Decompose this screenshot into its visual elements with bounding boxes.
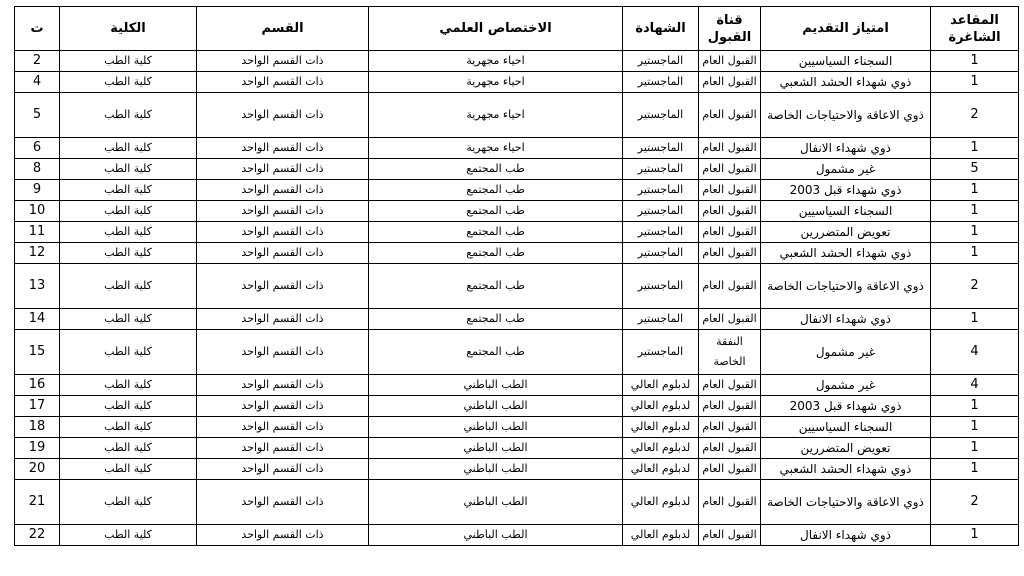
- cell-preference: ذوي شهداء الحشد الشعبي: [761, 459, 931, 480]
- table-row: [15, 93, 1019, 138]
- cell-preference: ذوي الاعاقة والاحتياجات الخاصة: [761, 264, 931, 309]
- cell-specialty: احياء مجهرية: [369, 72, 623, 93]
- cell-specialty: الطب الباطني: [369, 525, 623, 546]
- cell-department: ذات القسم الواحد: [197, 243, 369, 264]
- cell-number: 13: [15, 264, 60, 309]
- cell-degree: الماجستير: [623, 309, 699, 330]
- cell-number: 16: [15, 375, 60, 396]
- cell-number: 19: [15, 438, 60, 459]
- cell-preference: السجناء السياسيين: [761, 417, 931, 438]
- cell-specialty: طب المجتمع: [369, 264, 623, 309]
- cell-college: كلية الطب: [60, 480, 197, 525]
- cell-number: 2: [15, 51, 60, 72]
- cell-college: كلية الطب: [60, 243, 197, 264]
- cell-number: 6: [15, 138, 60, 159]
- cell-seats: 4: [931, 375, 1019, 396]
- table-row: [15, 525, 1019, 546]
- table-row: [15, 480, 1019, 525]
- cell-preference: ذوي شهداء الحشد الشعبي: [761, 243, 931, 264]
- cell-degree: الماجستير: [623, 72, 699, 93]
- cell-specialty: طب المجتمع: [369, 180, 623, 201]
- cell-specialty: طب المجتمع: [369, 159, 623, 180]
- cell-seats: 1: [931, 525, 1019, 546]
- header-channel: قناة القبول: [699, 7, 761, 51]
- header-preference: امتياز التقديم: [761, 7, 931, 51]
- cell-specialty: احياء مجهرية: [369, 138, 623, 159]
- cell-channel: القبول العام: [699, 459, 761, 480]
- cell-college: كلية الطب: [60, 264, 197, 309]
- cell-department: ذات القسم الواحد: [197, 480, 369, 525]
- cell-department: ذات القسم الواحد: [197, 459, 369, 480]
- cell-preference: غير مشمول: [761, 159, 931, 180]
- cell-specialty: الطب الباطني: [369, 459, 623, 480]
- cell-seats: 1: [931, 396, 1019, 417]
- cell-channel: القبول العام: [699, 180, 761, 201]
- header-college: الكلية: [60, 7, 197, 51]
- cell-specialty: الطب الباطني: [369, 417, 623, 438]
- cell-preference: ذوي شهداء الانفال: [761, 309, 931, 330]
- header-row: [15, 7, 1019, 51]
- cell-college: كلية الطب: [60, 330, 197, 375]
- cell-preference: ذوي شهداء الانفال: [761, 525, 931, 546]
- table-row: [15, 309, 1019, 330]
- cell-specialty: احياء مجهرية: [369, 93, 623, 138]
- cell-specialty: طب المجتمع: [369, 201, 623, 222]
- cell-seats: 2: [931, 264, 1019, 309]
- table-row: [15, 243, 1019, 264]
- cell-channel: القبول العام: [699, 396, 761, 417]
- cell-specialty: الطب الباطني: [369, 438, 623, 459]
- cell-number: 21: [15, 480, 60, 525]
- cell-department: ذات القسم الواحد: [197, 417, 369, 438]
- cell-number: 20: [15, 459, 60, 480]
- cell-seats: 1: [931, 309, 1019, 330]
- table-row: [15, 375, 1019, 396]
- table-row: [15, 51, 1019, 72]
- cell-seats: 1: [931, 459, 1019, 480]
- cell-channel: القبول العام: [699, 480, 761, 525]
- cell-channel: القبول العام: [699, 159, 761, 180]
- cell-channel: القبول العام: [699, 138, 761, 159]
- cell-degree: الماجستير: [623, 201, 699, 222]
- cell-number: 18: [15, 417, 60, 438]
- cell-college: كلية الطب: [60, 459, 197, 480]
- cell-department: ذات القسم الواحد: [197, 309, 369, 330]
- cell-channel: القبول العام: [699, 375, 761, 396]
- cell-degree: الماجستير: [623, 243, 699, 264]
- cell-specialty: الطب الباطني: [369, 396, 623, 417]
- cell-seats: 1: [931, 417, 1019, 438]
- cell-number: 15: [15, 330, 60, 375]
- cell-department: ذات القسم الواحد: [197, 375, 369, 396]
- cell-college: كلية الطب: [60, 375, 197, 396]
- cell-preference: السجناء السياسيين: [761, 201, 931, 222]
- cell-channel: القبول العام: [699, 264, 761, 309]
- cell-seats: 1: [931, 438, 1019, 459]
- cell-preference: السجناء السياسيين: [761, 51, 931, 72]
- cell-degree: لدبلوم العالي: [623, 480, 699, 525]
- cell-specialty: طب المجتمع: [369, 243, 623, 264]
- cell-seats: 2: [931, 93, 1019, 138]
- cell-channel: القبول العام: [699, 525, 761, 546]
- cell-degree: لدبلوم العالي: [623, 396, 699, 417]
- cell-department: ذات القسم الواحد: [197, 138, 369, 159]
- cell-degree: الماجستير: [623, 222, 699, 243]
- cell-seats: 1: [931, 138, 1019, 159]
- vacancies-table: [14, 6, 1019, 546]
- cell-college: كلية الطب: [60, 438, 197, 459]
- cell-degree: الماجستير: [623, 138, 699, 159]
- cell-college: كلية الطب: [60, 525, 197, 546]
- cell-preference: ذوي الاعاقة والاحتياجات الخاصة: [761, 480, 931, 525]
- cell-degree: لدبلوم العالي: [623, 459, 699, 480]
- cell-college: كلية الطب: [60, 201, 197, 222]
- cell-number: 8: [15, 159, 60, 180]
- cell-degree: الماجستير: [623, 159, 699, 180]
- cell-department: ذات القسم الواحد: [197, 264, 369, 309]
- cell-number: 12: [15, 243, 60, 264]
- table-row: [15, 180, 1019, 201]
- cell-preference: ذوي شهداء قبل 2003: [761, 180, 931, 201]
- cell-department: ذات القسم الواحد: [197, 330, 369, 375]
- table-row: [15, 264, 1019, 309]
- cell-preference: ذوي شهداء قبل 2003: [761, 396, 931, 417]
- cell-channel: القبول العام: [699, 93, 761, 138]
- table-row: [15, 72, 1019, 93]
- table-row: [15, 396, 1019, 417]
- cell-degree: الماجستير: [623, 51, 699, 72]
- cell-college: كلية الطب: [60, 309, 197, 330]
- header-number: ت: [15, 7, 60, 51]
- cell-number: 4: [15, 72, 60, 93]
- cell-channel: القبول العام: [699, 51, 761, 72]
- cell-college: كلية الطب: [60, 51, 197, 72]
- cell-preference: تعويض المتضررين: [761, 222, 931, 243]
- cell-seats: 2: [931, 480, 1019, 525]
- cell-degree: الماجستير: [623, 264, 699, 309]
- cell-college: كلية الطب: [60, 72, 197, 93]
- cell-channel: القبول العام: [699, 243, 761, 264]
- header-seats: المقاعد الشاغرة: [931, 7, 1019, 51]
- cell-number: 11: [15, 222, 60, 243]
- cell-preference: تعويض المتضررين: [761, 438, 931, 459]
- cell-seats: 4: [931, 330, 1019, 375]
- cell-number: 9: [15, 180, 60, 201]
- cell-seats: 1: [931, 243, 1019, 264]
- cell-number: 22: [15, 525, 60, 546]
- cell-channel: القبول العام: [699, 201, 761, 222]
- cell-college: كلية الطب: [60, 159, 197, 180]
- cell-department: ذات القسم الواحد: [197, 525, 369, 546]
- cell-specialty: الطب الباطني: [369, 375, 623, 396]
- cell-number: 14: [15, 309, 60, 330]
- cell-department: ذات القسم الواحد: [197, 201, 369, 222]
- cell-channel: القبول العام: [699, 72, 761, 93]
- cell-college: كلية الطب: [60, 93, 197, 138]
- cell-department: ذات القسم الواحد: [197, 93, 369, 138]
- cell-preference: غير مشمول: [761, 330, 931, 375]
- cell-channel: النفقة الخاصة: [699, 330, 761, 375]
- table-row: [15, 459, 1019, 480]
- cell-department: ذات القسم الواحد: [197, 180, 369, 201]
- cell-seats: 1: [931, 72, 1019, 93]
- cell-department: ذات القسم الواحد: [197, 396, 369, 417]
- header-specialty: الاختصاص العلمي: [369, 7, 623, 51]
- cell-degree: لدبلوم العالي: [623, 525, 699, 546]
- cell-number: 10: [15, 201, 60, 222]
- table-row: [15, 438, 1019, 459]
- table-row: [15, 330, 1019, 375]
- cell-department: ذات القسم الواحد: [197, 72, 369, 93]
- cell-preference: ذوي الاعاقة والاحتياجات الخاصة: [761, 93, 931, 138]
- cell-preference: ذوي شهداء الحشد الشعبي: [761, 72, 931, 93]
- cell-college: كلية الطب: [60, 417, 197, 438]
- cell-specialty: الطب الباطني: [369, 480, 623, 525]
- cell-degree: الماجستير: [623, 180, 699, 201]
- cell-channel: القبول العام: [699, 309, 761, 330]
- cell-seats: 5: [931, 159, 1019, 180]
- cell-seats: 1: [931, 180, 1019, 201]
- cell-specialty: طب المجتمع: [369, 222, 623, 243]
- cell-degree: لدبلوم العالي: [623, 438, 699, 459]
- cell-college: كلية الطب: [60, 396, 197, 417]
- table-row: [15, 159, 1019, 180]
- cell-specialty: طب المجتمع: [369, 309, 623, 330]
- cell-preference: غير مشمول: [761, 375, 931, 396]
- cell-department: ذات القسم الواحد: [197, 51, 369, 72]
- cell-college: كلية الطب: [60, 222, 197, 243]
- cell-preference: ذوي شهداء الانفال: [761, 138, 931, 159]
- cell-seats: 1: [931, 222, 1019, 243]
- cell-specialty: احياء مجهرية: [369, 51, 623, 72]
- cell-specialty: طب المجتمع: [369, 330, 623, 375]
- table-row: [15, 201, 1019, 222]
- cell-college: كلية الطب: [60, 180, 197, 201]
- cell-department: ذات القسم الواحد: [197, 438, 369, 459]
- table-row: [15, 138, 1019, 159]
- cell-college: كلية الطب: [60, 138, 197, 159]
- cell-seats: 1: [931, 201, 1019, 222]
- header-degree: الشهادة: [623, 7, 699, 51]
- cell-seats: 1: [931, 51, 1019, 72]
- header-department: القسم: [197, 7, 369, 51]
- cell-channel: القبول العام: [699, 222, 761, 243]
- table-row: [15, 222, 1019, 243]
- cell-channel: القبول العام: [699, 417, 761, 438]
- cell-number: 5: [15, 93, 60, 138]
- table-row: [15, 417, 1019, 438]
- cell-number: 17: [15, 396, 60, 417]
- cell-degree: لدبلوم العالي: [623, 417, 699, 438]
- cell-department: ذات القسم الواحد: [197, 222, 369, 243]
- cell-degree: الماجستير: [623, 93, 699, 138]
- cell-channel: القبول العام: [699, 438, 761, 459]
- cell-degree: لدبلوم العالي: [623, 375, 699, 396]
- cell-department: ذات القسم الواحد: [197, 159, 369, 180]
- cell-degree: الماجستير: [623, 330, 699, 375]
